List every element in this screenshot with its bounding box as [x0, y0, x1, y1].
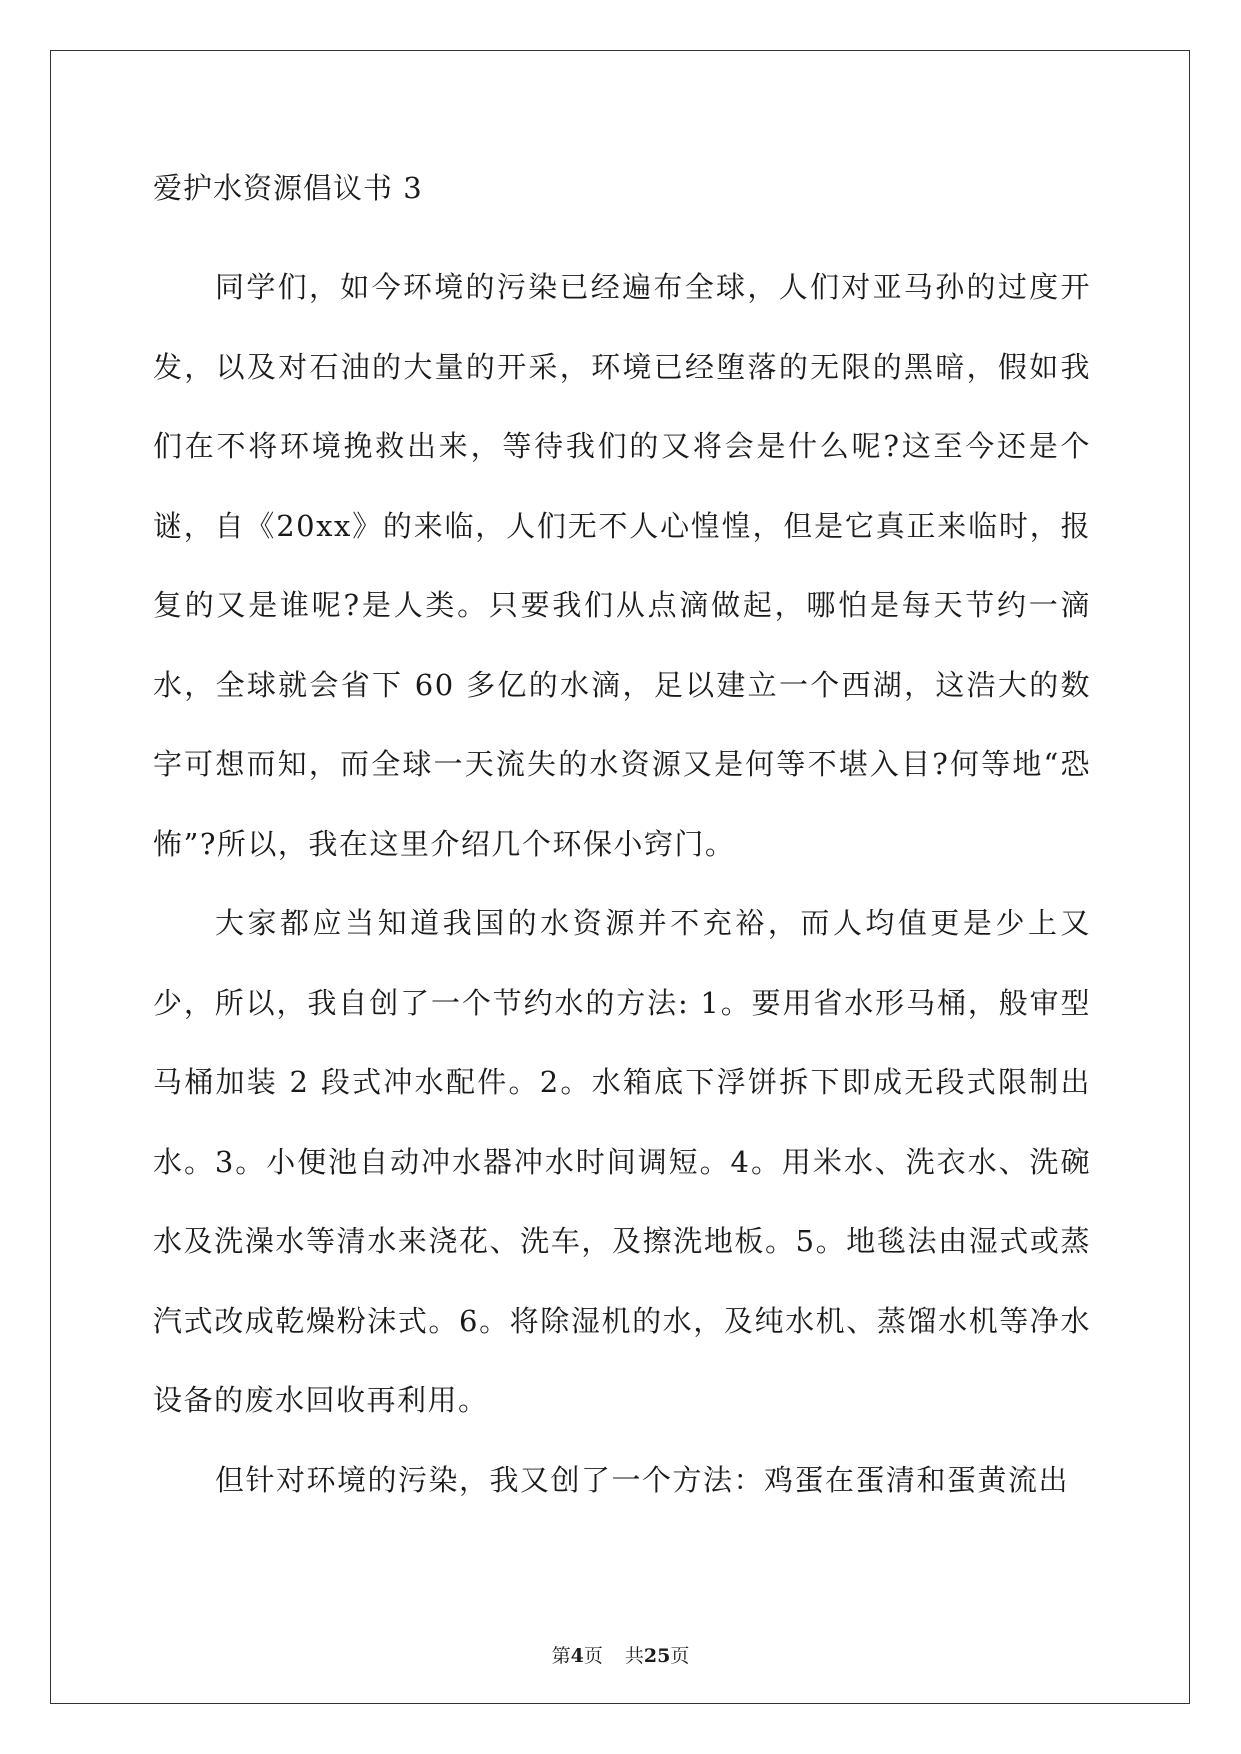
paragraph-2: 大家都应当知道我国的水资源并不充裕，而人均值更是少上又少，所以，我自创了一个节约水的方法: 1。要用省水形马桶，般审型马桶加装 2 段式冲水配件。2。水箱底下浮饼拆下即成无段式限制出水。3。小便池自动冲水器冲水时间调短。4。用米水、洗衣水、洗碗水及洗澡水等清水来浇花、洗车，及擦洗地板。5。地毯法由湿式或蒸汽式改成乾燥粉沫式。6。将除湿机的水，及纯水机、蒸馏水机等净水设备的废水回收再利用。: [153, 906, 1091, 1417]
page-suffix: 页: [583, 1645, 603, 1667]
document-title: 爱护水资源倡议书 3: [153, 171, 423, 205]
page-footer: [0, 1644, 1241, 1668]
total-prefix: 共: [624, 1645, 644, 1667]
paragraph-1: 同学们，如今环境的污染已经遍布全球，人们对亚马孙的过度开发，以及对石油的大量的开采，环境已经堕落的无限的黑暗，假如我们在不将环境挽救出来，等待我们的又将会是什么呢?这至今还是个谜，自《20xx》的来临，人们无不人心惶惶，但是它真正来临时，报复的又是谁呢?是人类。只要我们从点滴做起，哪怕是每天节约一滴水，全球就会省下 60 多亿的水滴，足以建立一个西湖，这浩大的数字可想而知，而全球一天流失的水资源又是何等不堪入目?何等地“恐怖”?所以，我在这里介绍几个环保小窍门。: [153, 270, 1091, 861]
total-pages: 25: [643, 1645, 671, 1667]
page-prefix: 第: [551, 1645, 571, 1667]
total-suffix: 页: [670, 1645, 690, 1667]
document-body: [153, 168, 1091, 1520]
paragraph-3: 但针对环境的污染，我又创了一个方法：鸡蛋在蛋清和蛋黄流出: [215, 1462, 1070, 1497]
page-number: 4: [570, 1645, 584, 1667]
